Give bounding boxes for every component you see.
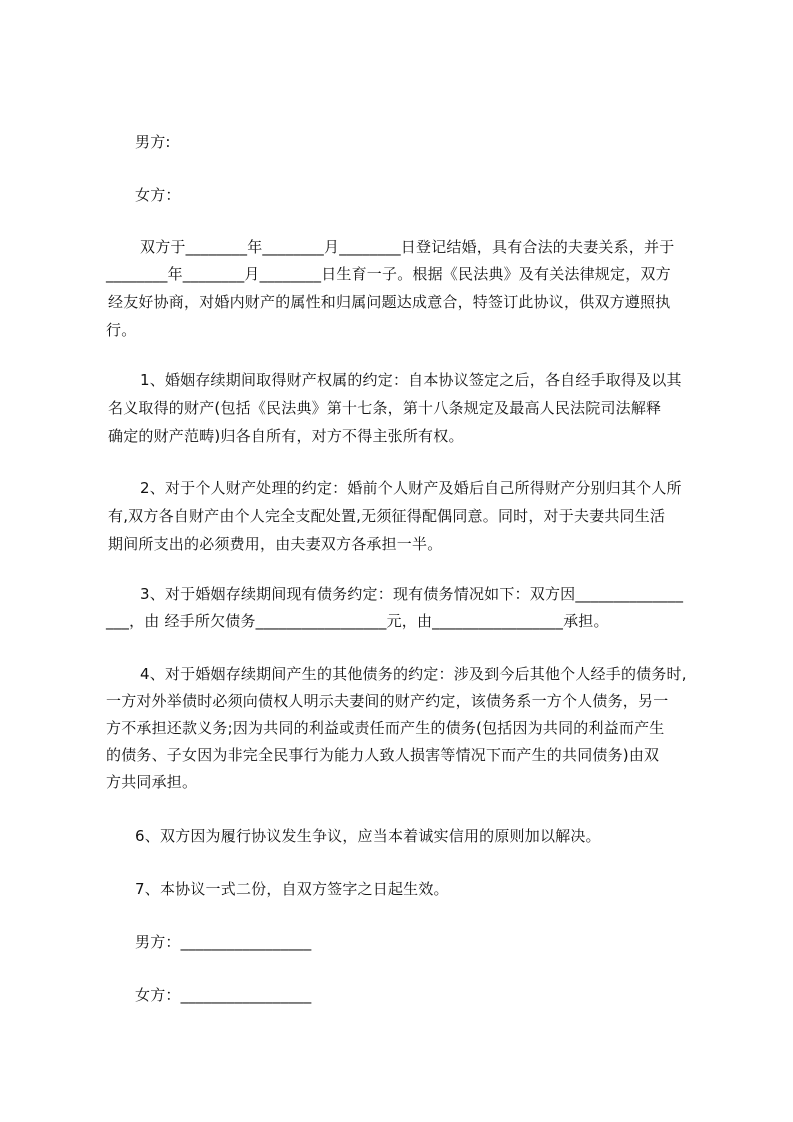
clause-1-line-1: 1、婚姻存续期间取得财产权属的约定：自本协议签定之后，各自经手取得及以其 xyxy=(140,371,682,389)
clause-4-line-2: 一方对外举债时必须向债权人明示夫妻间的财产约定，该债务系一方个人债务，另一 xyxy=(106,692,669,710)
clause-3-line-2: ___，由 经手所欠债务_________________元，由_________________承担。 xyxy=(106,612,609,630)
male-party-label: 男方: xyxy=(135,133,171,151)
intro-line-2: ________年________月________日生育一子。根据《民法典》及有关法律规定，双方 xyxy=(106,265,671,283)
female-signature-line: 女方：_________________ xyxy=(135,986,312,1004)
clause-2-line-3: 期间所支出的必须费用，由夫妻双方各承担一半。 xyxy=(108,535,443,553)
clause-1-line-2: 名义取得的财产(包括《民法典》第十七条，第十八条规定及最高人民法院司法解释 xyxy=(108,399,662,417)
clause-2-line-1: 2、对于个人财产处理的约定：婚前个人财产及婚后自己所得财产分别归其个人所 xyxy=(140,479,682,497)
clause-4-line-1: 4、对于婚姻存续期间产生的其他债务的约定：涉及到今后其他个人经手的债务时, xyxy=(140,665,687,683)
clause-6: 6、双方因为履行协议发生争议，应当本着诚实信用的原则加以解决。 xyxy=(135,827,601,845)
clause-4-line-4: 的债务、子女因为非完全民事行为能力人致人损害等情况下而产生的共同债务)由双 xyxy=(106,746,660,764)
clause-4-line-3: 方不承担还款义务;因为共同的利益或责任而产生的债务(包括因为共同的利益而产生 xyxy=(106,719,665,737)
clause-3-line-1: 3、对于婚姻存续期间现有债务约定：现有债务情况如下：双方因______________ xyxy=(140,585,684,603)
intro-line-3: 经友好协商，对婚内财产的属性和归属问题达成意合，特签订此协议，供双方遵照执 xyxy=(108,293,671,311)
intro-line-4: 行。 xyxy=(106,321,137,339)
intro-line-1: 双方于________年________月________日登记结婚，具有合法的夫妻关系，并于 xyxy=(140,238,675,256)
clause-1-line-3: 确定的财产范畴)归各自所有，对方不得主张所有权。 xyxy=(108,427,464,445)
clause-7: 7、本协议一式二份，自双方签字之日起生效。 xyxy=(135,880,449,898)
female-party-label: 女方： xyxy=(135,186,181,204)
clause-2-line-2: 有,双方各自财产由个人完全支配处置,无须征得配偶同意。同时，对于夫妻共同生活 xyxy=(108,507,666,525)
clause-4-line-5: 方共同承担。 xyxy=(106,773,198,791)
male-signature-line: 男方：_________________ xyxy=(135,933,312,951)
